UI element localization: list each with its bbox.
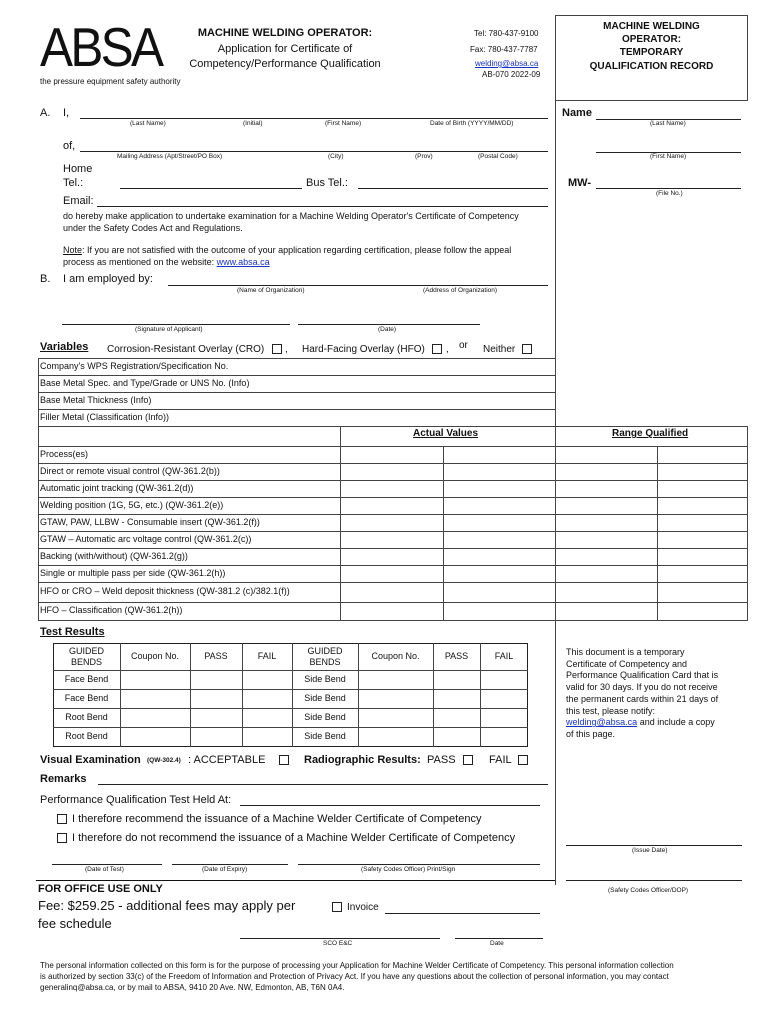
email-label: Email: [63,195,94,207]
note-text: process as mentioned on the website: [63,257,217,267]
base-metal-thickness-row-label: Base Metal Thickness (Info) [40,395,152,405]
tel-label: Tel.: [63,177,84,189]
not-recommend-checkbox[interactable] [57,833,67,843]
invoice-label: Invoice [347,902,379,913]
var-rule [38,409,555,410]
var-rule [555,446,556,620]
var-rule [38,358,555,359]
fail-header: FAIL [257,651,277,661]
note-text: : If you are not satisfied with the outcome of your application regarding certification, please follow the appeal [82,245,512,255]
test-held-label: Performance Qualification Test Held At: [40,794,232,806]
coupon-header: Coupon No. [371,651,420,661]
var-rule [38,602,748,603]
i-label: I, [63,107,70,119]
process-row-label: Process(es) [40,449,89,459]
var-rule [38,480,748,481]
notice-email-link[interactable]: welding@absa.ca [566,717,638,728]
section-a-label: A. [40,107,51,119]
var-rule [657,446,658,620]
test-rule [53,708,528,709]
recommend-label: I therefore recommend the issuance of a Machine Welder Certificate of Competency [72,813,482,825]
var-rule [38,392,555,393]
notice-line: Certificate of Competency and [566,658,688,669]
office-top-rule [36,880,555,881]
face-bend-label: Face Bend [64,674,109,684]
home-tel-field[interactable] [120,188,302,189]
side-title-1: MACHINE WELDING [603,21,700,32]
side-title-3: TEMPORARY [619,47,684,58]
side-right-border [747,15,748,100]
remarks-label: Remarks [40,773,87,785]
office-use-label: FOR OFFICE USE ONLY [38,883,163,895]
range-qualified-header: Range Qualified [612,428,689,439]
notice-line [566,717,746,729]
var-rule [38,497,748,498]
office-date-caption: Date [490,940,504,947]
side-top-border [555,15,748,16]
guided-bends-header: BENDS [70,657,102,667]
acceptable-label: : ACCEPTABLE [188,754,266,766]
cro-label: Corrosion-Resistant Overlay (CRO) [107,344,265,355]
dob-caption: Date of Birth (YYYY/MM/DD) [430,120,514,127]
last-name-caption: (Last Name) [130,120,166,127]
notice-line: the permanent cards within 21 days of [566,693,719,704]
side-bend-label: Side Bend [304,731,346,741]
employed-label: I am employed by: [63,273,153,285]
bus-tel-field[interactable] [358,188,548,189]
radio-pass-label: PASS [427,754,456,766]
side-issue-date-field[interactable] [566,845,742,846]
address-field[interactable] [80,151,548,152]
var-rule [38,582,748,583]
date-of-expiry-caption: (Date of Expiry) [202,866,248,873]
fee-line-2: fee schedule [38,916,112,931]
guided-bends-header: BENDS [309,657,341,667]
radiographic-label: Radiographic Results: [304,754,421,766]
officer-sign-caption: (Safety Codes Officer) Print/Sign [361,866,456,873]
notice-line: Performance Qualification Card that is [566,670,719,681]
not-recommend-label: I therefore do not recommend the issuance of a Machine Welder Certificate of Competency [72,832,516,844]
var-rule [38,514,748,515]
base-metal-spec-row-label: Base Metal Spec. and Type/Grade or UNS No. (Info) [40,378,250,388]
side-file-no-field[interactable] [596,188,741,189]
notice-line: of this page. [566,728,616,739]
bus-tel-label: Bus Tel.: [306,177,348,189]
var-rule [340,446,341,620]
home-label: Home [63,163,93,175]
radio-fail-checkbox[interactable] [518,755,528,765]
neither-label: Neither [483,344,516,355]
var-rule [340,426,341,446]
side-title-bottom [555,100,748,101]
org-address-caption: (Address of Organization) [423,287,498,294]
absa-logo: ABSA [40,16,162,78]
var-rule [38,446,748,447]
pass-header: PASS [444,651,469,661]
var-rule [38,565,748,566]
declaration-line-1: do hereby make application to undertake examination for a Machine Welding Operator's Certificate of Competency [63,211,519,221]
visual-exam-label: Visual Examination [40,754,141,766]
consumable-insert-row-label: GTAW, PAW, LLBW - Consumable insert (QW-361.2(f)) [40,517,260,527]
filler-metal-row-label: Filler Metal (Classification (Info)) [40,412,170,422]
var-rule [38,620,748,621]
fail-header: FAIL [494,651,514,661]
hfo-label: Hard-Facing Overlay (HFO) [302,344,425,355]
prov-caption: (Prov) [415,153,433,160]
var-rule [38,531,748,532]
side-last-name-caption: (Last Name) [650,120,686,127]
side-bend-label: Side Bend [304,693,346,703]
test-results-label: Test Results [40,626,105,638]
signature-caption: (Signature of Applicant) [135,326,203,333]
hfo-classification-row-label: HFO – Classification (QW-361.2(h)) [40,605,183,615]
sco-caption: SCO E&C [323,940,353,947]
notice-line: valid for 30 days. If you do not receive [566,682,718,693]
side-first-name-caption: (First Name) [650,153,687,160]
remarks-field[interactable] [98,784,548,785]
arc-voltage-row-label: GTAW – Automatic arc voltage control (QW-361.2(c)) [40,534,252,544]
var-rule [443,446,444,620]
var-rule [38,463,748,464]
var-rule [38,548,748,549]
side-bend-label: Side Bend [304,712,346,722]
sco-field[interactable] [240,938,440,939]
note-line-1 [63,246,511,255]
hfo-checkbox[interactable] [432,344,442,354]
notice-line: This document is a temporary [566,647,685,657]
tel: Tel: 780-437-9100 [474,29,539,38]
actual-values-header: Actual Values [413,428,479,439]
side-issue-date-caption: (Issue Date) [632,847,668,854]
coupon-header: Coupon No. [130,651,180,661]
pass-per-side-row-label: Single or multiple pass per side (QW-361.2(h)) [40,568,226,578]
comma: , [446,344,449,355]
first-name-caption: (First Name) [325,120,362,127]
side-bend-label: Side Bend [304,674,346,684]
signature-field[interactable] [62,324,290,325]
variables-label: Variables [40,341,89,353]
visual-exam-code: (QW-302.4) [147,757,181,764]
test-held-field[interactable] [240,805,540,806]
invoice-checkbox[interactable] [332,902,342,912]
welding-position-row-label: Welding position (1G, 5G, etc.) (QW-361.2(e)) [40,500,224,510]
notice-text: and include a copy [637,717,715,728]
pass-header: PASS [204,651,228,661]
office-date-field[interactable] [455,938,543,939]
section-b-label: B. [40,273,51,285]
radio-fail-label: FAIL [489,754,512,766]
form-number: AB-070 2022-09 [482,70,541,79]
root-bend-label: Root Bend [65,712,108,722]
mailing-caption: Mailing Address (Apt/Street/PO Box) [117,153,223,160]
side-notice [566,647,746,741]
city-caption: (City) [328,153,344,160]
organization-field[interactable] [168,285,548,286]
date-of-expiry-field[interactable] [172,864,288,865]
face-bend-label: Face Bend [64,693,109,703]
date-of-test-field[interactable] [52,864,162,865]
side-officer-field[interactable] [566,880,742,881]
root-bend-label: Root Bend [65,731,108,741]
fax: Fax: 780-437-7787 [470,45,538,54]
org-name-caption: (Name of Organization) [237,287,305,294]
acceptable-checkbox[interactable] [279,755,289,765]
guided-bends-header: GUIDED [307,646,343,656]
radio-pass-checkbox[interactable] [463,755,473,765]
visual-control-row-label: Direct or remote visual control (QW-361.2(b)) [40,466,220,476]
title-line-3: Competency/Performance Qualification [189,58,381,70]
notice-line: this test, please notify: [566,705,656,716]
title-line-2: Application for Certificate of [217,43,353,55]
backing-row-label: Backing (with/without) (QW-361.2(g)) [40,551,188,561]
var-rule [38,358,39,620]
logo-tagline: the pressure equipment safety authority [40,77,181,86]
email-field[interactable] [97,206,548,207]
side-mw-label: MW- [568,177,591,189]
or-label: or [459,340,468,351]
note-line-2 [63,258,270,267]
officer-sign-field[interactable] [298,864,540,865]
email-link[interactable]: welding@absa.ca [475,59,539,68]
comma: , [285,344,288,355]
joint-tracking-row-label: Automatic joint tracking (QW-361.2(d)) [40,483,194,493]
side-title-2: OPERATOR: [621,34,682,45]
side-officer-caption: (Safety Codes Officer/DOP) [608,887,689,894]
side-name-label: Name [562,107,592,119]
test-rule [53,670,528,671]
initial-caption: (Initial) [243,120,263,127]
note-label: Note [63,245,83,255]
wps-row-label: Company's WPS Registration/Specification No. [40,361,229,371]
privacy-line-2: is authorized by section 33(c) of the Freedom of Information and Protection of Privacy Act. If you have any questions about the collection of personal information, you may contact [40,972,669,981]
side-title-4: QUALIFICATION RECORD [589,61,714,72]
privacy-line-1: The personal information collected on this form is for the purpose of processing your Application for Machine Welder Certificate of Competency. This personal information collection [40,961,674,970]
absa-website-link[interactable]: www.absa.ca [216,257,270,267]
signature-date-caption: (Date) [378,326,397,333]
fee-line-1: Fee: $259.25 - additional fees may apply per [38,898,296,913]
date-of-test-caption: (Date of Test) [85,866,124,873]
invoice-field[interactable] [385,913,540,914]
var-rule [38,426,748,427]
neither-checkbox[interactable] [522,344,532,354]
guided-bends-header: GUIDED [68,646,104,656]
test-rule [53,689,528,690]
title-line-1: MACHINE WELDING OPERATOR: [197,27,373,39]
recommend-checkbox[interactable] [57,814,67,824]
of-label: of, [63,140,76,152]
declaration-line-2: under the Safety Codes Act and Regulations. [63,223,243,233]
side-file-no-caption: (File No.) [656,190,683,197]
cro-checkbox[interactable] [272,344,282,354]
deposit-thickness-row-label: HFO or CRO – Weld deposit thickness (QW-381.2 (c)/382.1(f)) [40,586,290,596]
signature-date-field[interactable] [298,324,480,325]
privacy-line-3: generalinq@absa.ca, or by mail to ABSA, 9410 20 Ave. NW, Edmonton, AB, T6N 0A4. [40,983,345,992]
test-rule [53,727,528,728]
var-rule [747,426,748,620]
var-rule [38,375,555,376]
postal-caption: (Postal Code) [478,153,518,160]
applicant-name-field[interactable] [80,118,548,119]
